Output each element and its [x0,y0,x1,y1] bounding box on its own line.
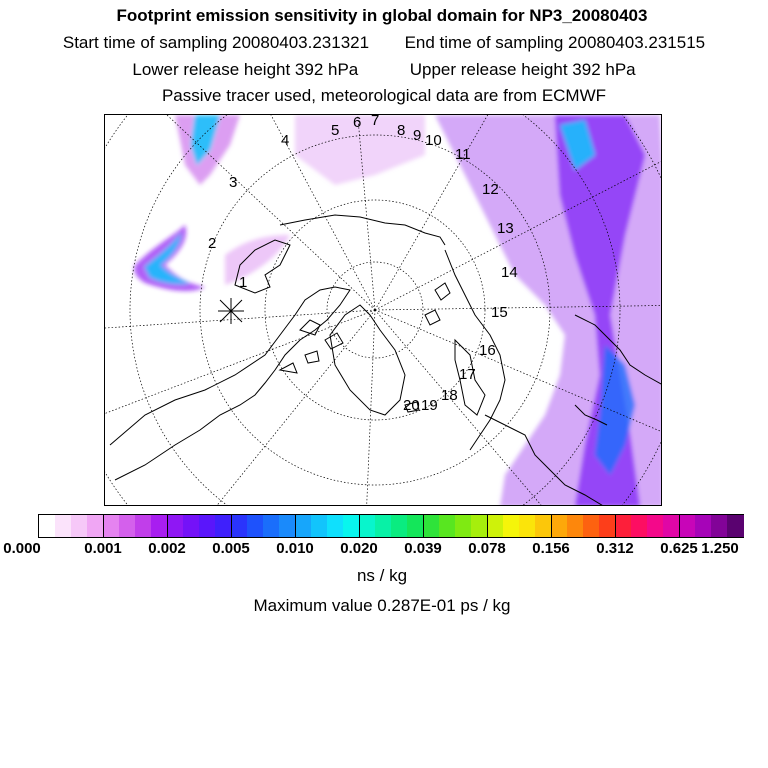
colorbar-divider [679,515,680,537]
colorbar-divider [423,515,424,537]
coast-novaya [435,283,450,300]
colorbar-tick-label: 0.005 [212,540,250,557]
colorbar-swatch [423,515,440,537]
trajectory-day-label: 15 [491,304,508,321]
colorbar-swatch [199,515,216,537]
trajectory-day-label: 7 [371,115,380,129]
colorbar-divider [487,515,488,537]
colorbar-swatch [455,515,472,537]
plume-left-tail [225,235,290,285]
colorbar-tick-label: 0.625 [660,540,698,557]
map-canvas [105,115,662,506]
colorbar-tick-label: 0.002 [148,540,186,557]
colorbar-swatch [503,515,520,537]
colorbar-tick-label: 0.078 [468,540,506,557]
colorbar-swatch [103,515,120,537]
colorbar-tick-label: 0.156 [532,540,570,557]
colorbar-swatch [279,515,296,537]
colorbar-swatch [55,515,72,537]
trajectory-day-label: 5 [331,122,340,139]
colorbar-swatch [727,515,744,537]
colorbar-divider [551,515,552,537]
trajectory-day-label: 9 [413,127,422,144]
lower-release-label: Lower release height 392 hPa [132,60,359,79]
map-title: Footprint emission sensitivity in global domain for NP3_20080403 [116,6,648,25]
tracer-info: Passive tracer used, meteorological data are from ECMWF [161,86,607,105]
end-time-label: End time of sampling 20080403.231515 [404,33,706,52]
colorbar-swatch [71,515,88,537]
colorbar-swatch [631,515,648,537]
colorbar-tick-label: 0.312 [596,540,634,557]
colorbar-swatch [567,515,584,537]
sensitivity-field [134,115,662,506]
colorbar-swatch [311,515,328,537]
footprint-map [104,114,662,506]
trajectory-day-label: 10 [425,132,442,149]
release-height-row [0,60,768,80]
colorbar-tick-label: 0.001 [84,540,122,557]
colorbar-swatch [359,515,376,537]
colorbar-swatch [247,515,264,537]
colorbar-tick-label: 1.250 [701,540,739,557]
colorbar-swatch [375,515,392,537]
colorbar-divider [231,515,232,537]
colorbar-swatch [151,515,168,537]
trajectory-day-label: 20 [403,397,420,414]
start-time-label: Start time of sampling 20080403.231321 [62,33,370,52]
coast-greenland [330,305,405,415]
coast-svalbard [425,310,440,325]
colorbar-swatch [535,515,552,537]
colorbar-swatch [695,515,712,537]
trajectory-day-label: 14 [501,264,518,281]
colorbar-swatch [599,515,616,537]
trajectory-day-label: 8 [397,122,406,139]
coast-arctic-islands [280,320,343,373]
trajectory-day-label: 3 [229,174,238,191]
colorbar-swatch [647,515,664,537]
colorbar-swatch [295,515,312,537]
colorbar-swatch [119,515,136,537]
colorbar-divider [103,515,104,537]
colorbar-tick-label: 0.039 [404,540,442,557]
colorbar-swatch [583,515,600,537]
trajectory-day-label: 4 [281,132,290,149]
colorbar [38,514,744,538]
colorbar-tick-label: 0.000 [3,540,41,557]
trajectory-day-label: 16 [479,342,496,359]
colorbar-swatch [391,515,408,537]
colorbar-swatch [663,515,680,537]
upper-release-label: Upper release height 392 hPa [409,60,636,79]
colorbar-divider [359,515,360,537]
colorbar-swatch [183,515,200,537]
colorbar-divider [295,515,296,537]
colorbar-swatch [343,515,360,537]
colorbar-swatch [263,515,280,537]
colorbar-swatch [87,515,104,537]
colorbar-swatch [551,515,568,537]
colorbar-units: ns / kg [356,566,408,585]
colorbar-swatch [471,515,488,537]
colorbar-tick-label: 0.010 [276,540,314,557]
trajectory-day-label: 18 [441,387,458,404]
colorbar-swatch [615,515,632,537]
colorbar-swatch [679,515,696,537]
colorbar-swatch [439,515,456,537]
asterisk-marker [218,298,244,324]
trajectory-day-label: 12 [482,181,499,198]
trajectory-day-label: 19 [421,397,438,414]
colorbar-swatch [487,515,504,537]
colorbar-swatch [231,515,248,537]
coast-north-america [110,287,350,480]
trajectory-day-label: 2 [208,235,217,252]
colorbar-swatch [215,515,232,537]
colorbar-swatch [711,515,728,537]
trajectory-day-label: 17 [459,366,476,383]
colorbar-swatch [167,515,184,537]
trajectory-day-label: 6 [353,115,362,131]
trajectory-day-label: 11 [455,146,471,163]
colorbar-tick-label: 0.020 [340,540,378,557]
colorbar-divider [615,515,616,537]
colorbar-swatch [407,515,424,537]
colorbar-divider [167,515,168,537]
colorbar-swatch [327,515,344,537]
sampling-time-row [0,33,768,53]
trajectory-day-label: 1 [239,274,248,291]
colorbar-swatch [519,515,536,537]
coast-siberia [280,215,445,245]
trajectory-day-label: 13 [497,220,514,237]
colorbar-swatch [39,515,56,537]
colorbar-swatch [135,515,152,537]
maximum-value: Maximum value 0.287E-01 ps / kg [253,596,511,615]
